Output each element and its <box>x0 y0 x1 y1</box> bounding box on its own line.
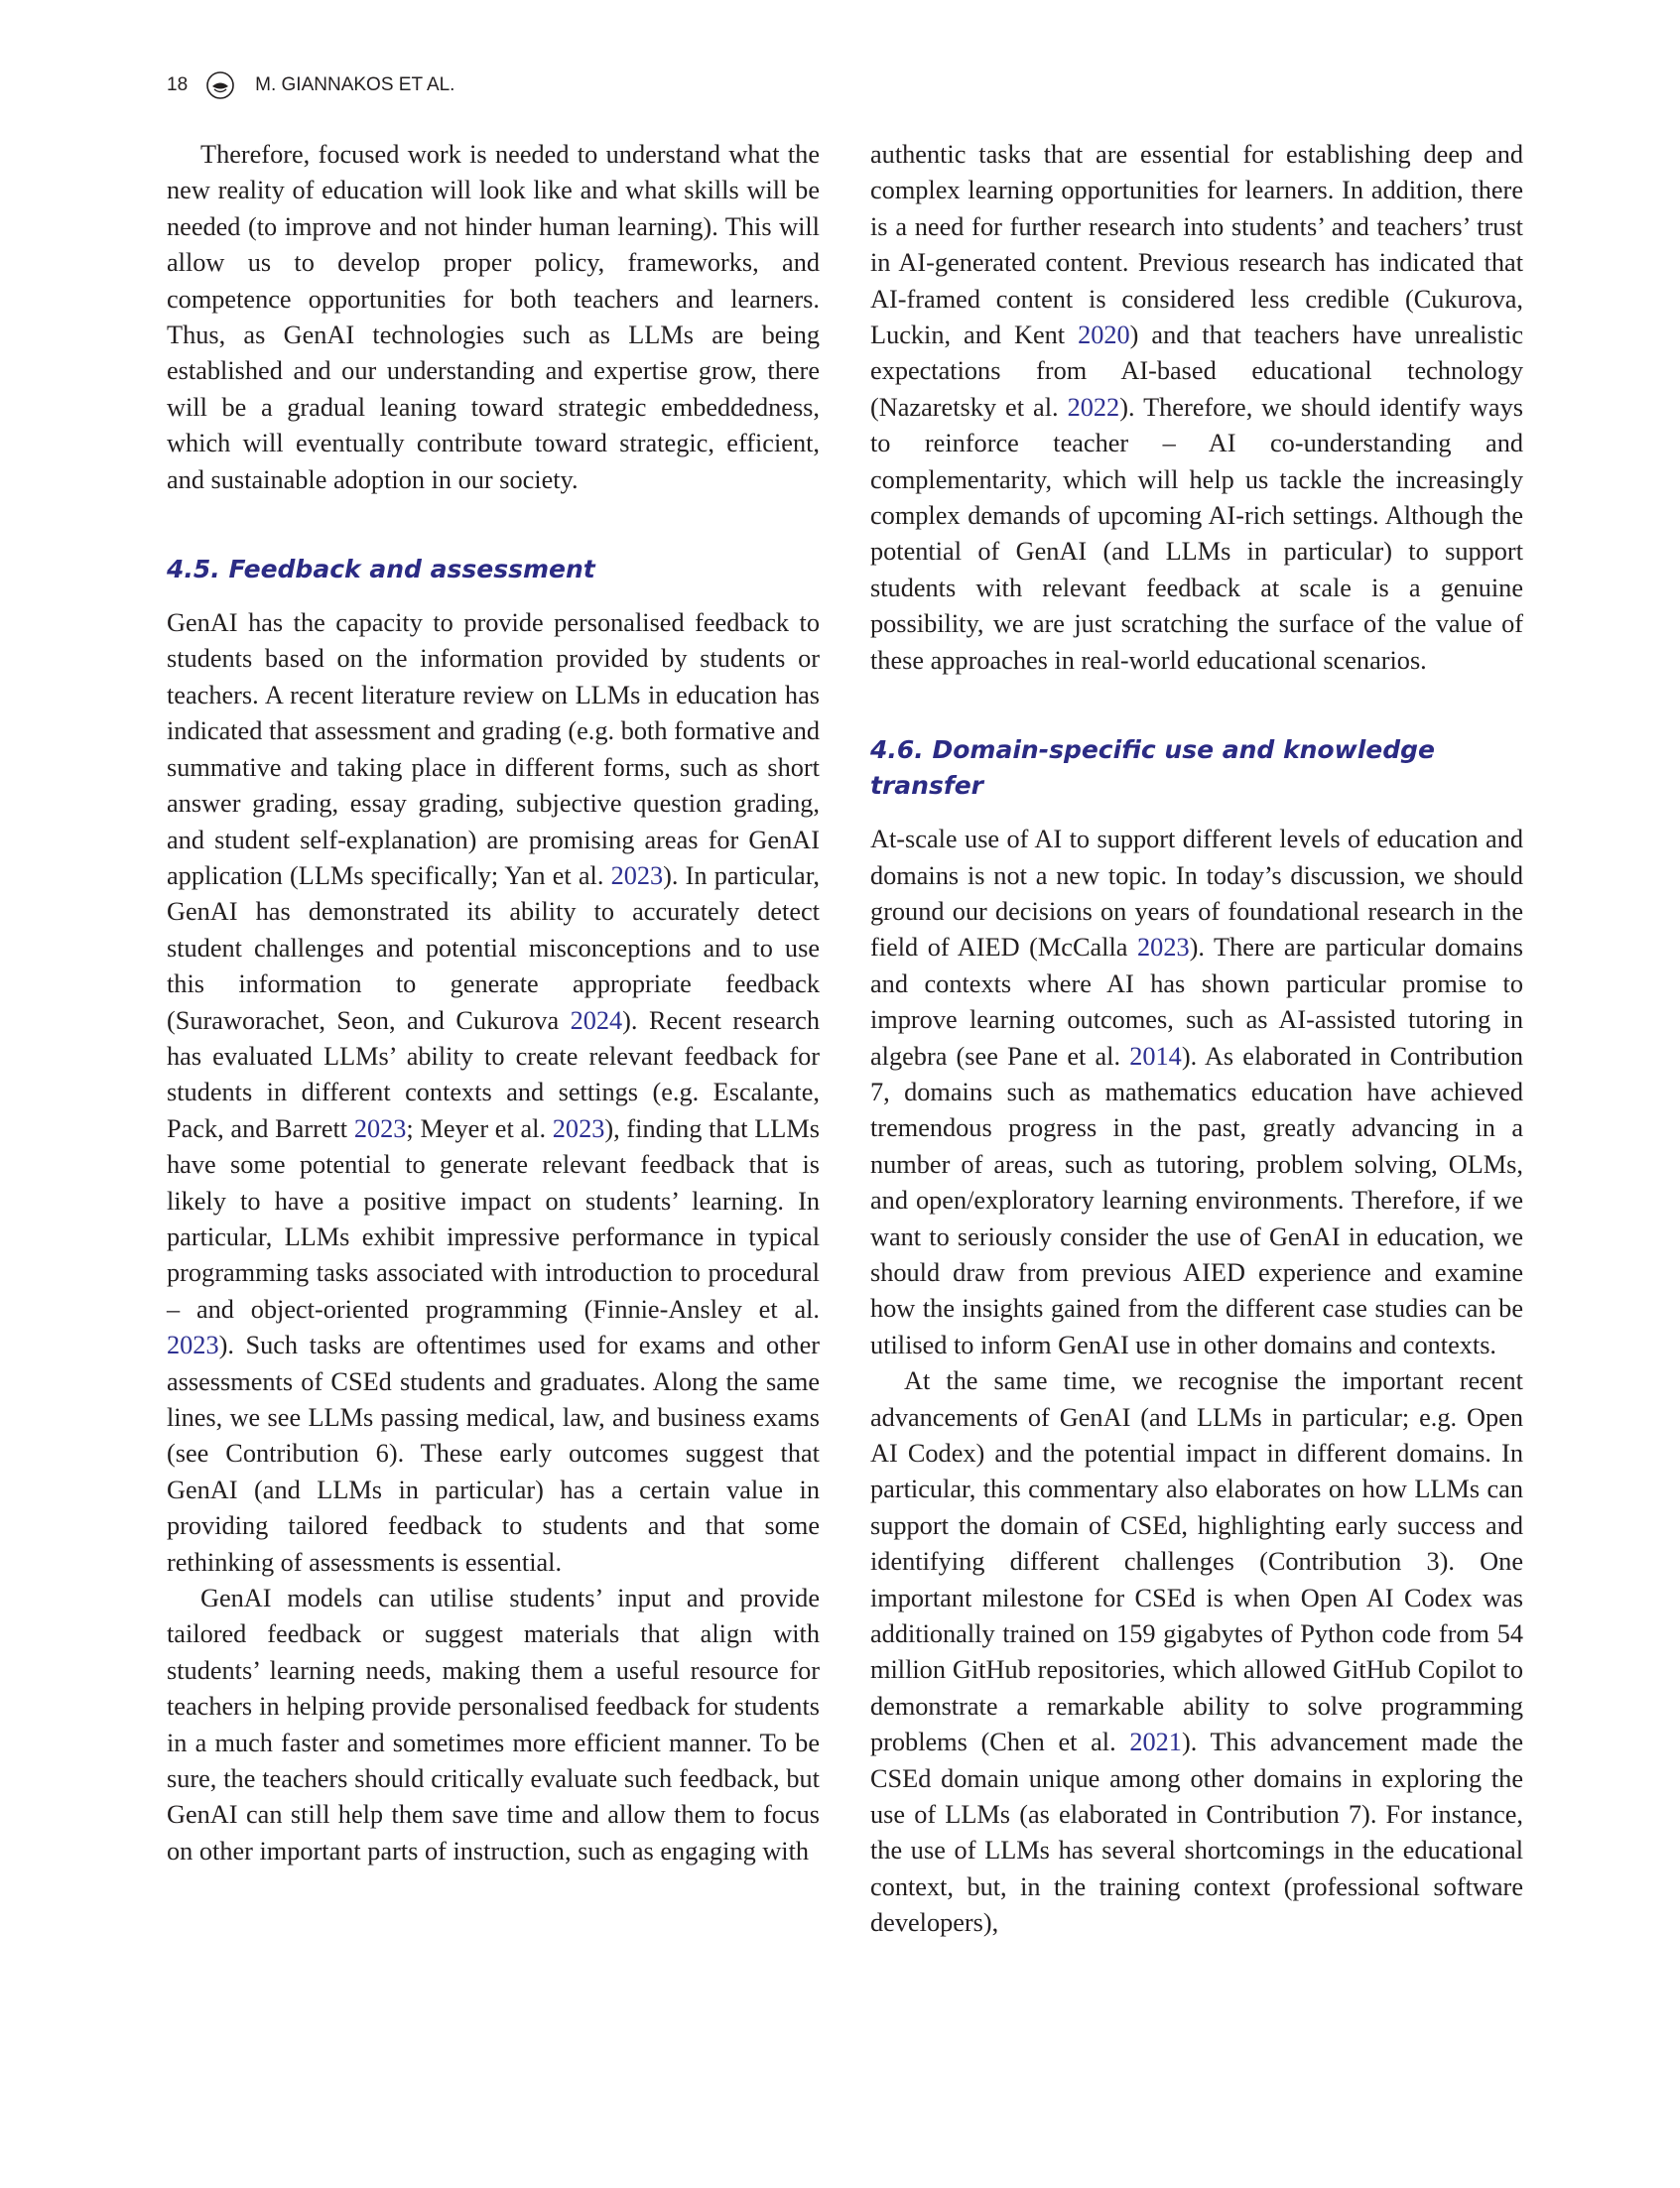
running-head <box>167 69 454 101</box>
section-heading-4-5: 4.5. Feedback and assessment <box>167 555 595 584</box>
paragraph: authentic tasks that are essential for establishing deep and complex learning opportunities for learners. In addition, there is a need for further research into students’ and teachers’ trust in AI-generated content. Previous research has indicated that AI-framed content is considered less credible (Cukurova, Luckin, and Kent 2020) and that teachers have unrealistic expectations from AI-based educational technology (Nazaretsky et al. 2022). Therefore, we should identify ways to reinforce teacher – AI co-understanding and complementarity, which will help us tackle the increasingly complex demands of upcoming AI-rich settings. Although the potential of GenAI (and LLMs in particular) to support students with relevant feedback at scale is a genuine possibility, we are just scratching the surface of the value of these approaches in real-world educational scenarios. <box>870 140 1523 675</box>
left-column <box>167 137 820 1869</box>
citation-link[interactable]: 2020 <box>1078 321 1130 350</box>
citation-link[interactable]: 2023 <box>353 1113 407 1143</box>
paragraph: At the same time, we recognise the important recent advancements of GenAI (and LLMs in particular; e.g. Open AI Codex) and the potential impact in different domains. In particular, this commentary also elaborates on how LLMs can support the domain of CSEd, highlighting early success and identifying different challenges (Contribution 3). One important milestone for CSEd is when Open AI Codex was additionally trained on 159 gigabytes of Python code from 54 million GitHub repositories, which allowed GitHub Copilot to demonstrate a remarkable ability to solve programming problems (Chen et al. 2021). This advancement made the CSEd domain unique among other domains in exploring the use of LLMs (as elaborated in Contribution 7). For instance, the use of LLMs has several shortcomings in the educational context, but, in the training context (professional software developers), <box>870 1366 1523 1938</box>
citation-link[interactable]: 2022 <box>1067 392 1120 422</box>
citation-link[interactable]: 2023 <box>610 860 664 890</box>
citation-link[interactable]: 2023 <box>552 1113 605 1143</box>
section-heading-4-6: 4.6. Domain-specific use and knowledge transfer <box>870 735 1435 801</box>
paragraph: GenAI has the capacity to provide personalised feedback to students based on the information provided by students or teachers. A recent literature review on LLMs in education has indicated that assessment and grading (e.g. both formative and summative and taking place in different forms, such as short answer grading, essay grading, subjective question grading, and student self-explanation) are promising areas for GenAI application (LLMs specifically; Yan et al. 2023). In particular, GenAI has demonstrated its ability to accurately detect student challenges and potential misconceptions and to use this information to generate appropriate feedback (Suraworachet, Seon, and Cukurova 2024). Recent research has evaluated LLMs’ ability to create relevant feedback for students in different contexts and settings (e.g. Escalante, Pack, and Barrett 2023; Meyer et al. 2023), finding that LLMs have some potential to generate relevant feedback that is likely to have a positive impact on students’ learning. In particular, LLMs exhibit impressive performance in typical programming tasks associated with introduction to procedural – and object-oriented programming (Finnie-Ansley et al. 2023). Such tasks are oftentimes used for exams and other assessments of CSEd students and graduates. Along the same lines, we see LLMs passing medical, law, and business exams (see Contribution 6). These early outcomes suggest that GenAI (and LLMs in particular) has a certain value in providing tailored feedback to students and that some rethinking of assessments is essential. <box>167 608 821 1577</box>
running-head-authors: M. GIANNAKOS ET AL. <box>255 74 455 95</box>
citation-link[interactable]: 2014 <box>1129 1041 1182 1071</box>
page-number: 18 <box>167 74 189 95</box>
paragraph: Therefore, focused work is needed to understand what the new reality of education will look like and what skills will be needed (to improve and not hinder human learning). This will allow us to develop proper policy, frameworks, and competence opportunities for both teachers and learners. Thus, as GenAI technologies such as LLMs are being established and our understanding and expertise grow, there will be a gradual leaning toward strategic embeddedness, which will eventually contribute toward strategic, efficient, and sustainable adoption in our society. <box>167 140 820 494</box>
paragraph: GenAI models can utilise students’ input and provide tailored feedback or suggest materials that align with students’ learning needs, making them a useful resource for teachers in helping provide personalised feedback for students in a much faster and sometimes more efficient manner. To be sure, the teachers should critically evaluate such feedback, but GenAI can still help them save time and allow them to focus on other important parts of instruction, such as engaging with <box>167 1584 820 1866</box>
right-column <box>870 137 1523 1942</box>
citation-link[interactable]: 2023 <box>1137 933 1190 963</box>
citation-link[interactable]: 2023 <box>167 1331 219 1360</box>
citation-link[interactable]: 2024 <box>570 1005 623 1035</box>
paragraph: At-scale use of AI to support different levels of education and domains is not a new topic. In today’s discussion, we should ground our decisions on years of foundational research in the field of AIED (McCalla 2023). There are particular domains and contexts where AI has shown particular promise to improve learning outcomes, such as AI-assisted tutoring in algebra (see Pane et al. 2014). As elaborated in Contribution 7, domains such as mathematics education have achieved tremendous progress in the past, greatly advancing in a number of areas, such as tutoring, problem solving, OLMs, and open/exploratory learning environments. Therefore, if we want to seriously consider the use of GenAI in education, we should draw from previous AIED experience and examine how the insights gained from the different case studies can be utilised to inform GenAI use in other domains and contexts. <box>870 825 1523 1359</box>
citation-link[interactable]: 2021 <box>1129 1728 1182 1757</box>
publisher-logo-icon <box>205 70 235 100</box>
